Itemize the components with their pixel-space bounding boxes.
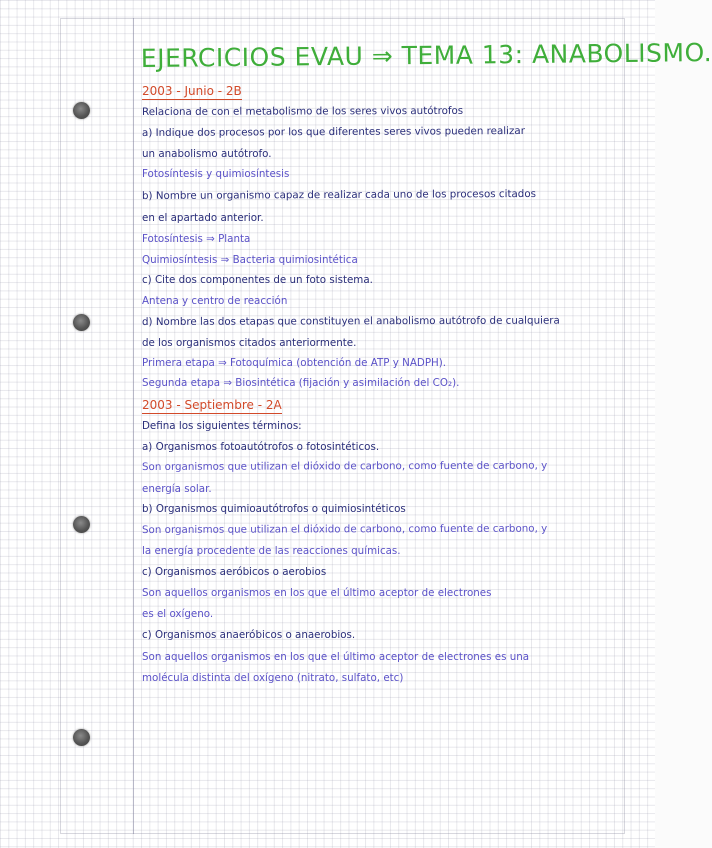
binder-hole	[73, 516, 90, 533]
margin-line	[133, 18, 134, 834]
text-line: Son organismos que utilizan el dióxido de carbono, como fuente de carbono, y	[141, 522, 548, 536]
text-line: energía solar.	[142, 483, 212, 495]
text-line: Segunda etapa ⇒ Biosintética (fijación y asimilación del CO₂).	[142, 377, 460, 389]
text-line: b) Organismos quimioautótrofos o quimiosintéticos	[142, 503, 406, 515]
text-line: Relaciona de con el metabolismo de los seres vivos autótrofos	[141, 104, 464, 118]
text-line: b) Nombre un organismo capaz de realizar cada uno de los procesos citados	[141, 187, 537, 202]
page-title: EJERCICIOS EVAU ⇒ TEMA 13: ANABOLISMO.	[140, 38, 712, 73]
text-line: a) Indique dos procesos por los que diferentes seres vivos pueden realizar	[141, 124, 525, 139]
text-line: Antena y centro de reacción	[142, 295, 288, 307]
text-line: Son aquellos organismos en los que el último aceptor de electrones es una	[142, 651, 530, 663]
text-line: es el oxígeno.	[142, 608, 214, 620]
text-line: c) Organismos aeróbicos o aerobios	[142, 566, 327, 578]
binder-hole	[73, 729, 90, 746]
text-line: c) Cite dos componentes de un foto sistema.	[142, 274, 373, 286]
text-line: un anabolismo autótrofo.	[142, 148, 272, 160]
section-heading: 2003 - Septiembre - 2A	[142, 398, 282, 412]
text-line: molécula distinta del oxígeno (nitrato, sulfato, etc)	[142, 672, 404, 684]
text-line: d) Nombre las dos etapas que constituyen el anabolismo autótrofo de cualquiera	[141, 314, 560, 328]
text-line: Son aquellos organismos en los que el último aceptor de electrones	[142, 587, 492, 599]
text-line: a) Organismos fotoautótrofos o fotosintéticos.	[142, 441, 380, 453]
text-line: en el apartado anterior.	[142, 212, 264, 224]
text-line: c) Organismos anaeróbicos o anaerobios.	[142, 629, 356, 641]
binder-hole	[73, 314, 90, 331]
section-heading: 2003 - Junio - 2B	[142, 84, 242, 98]
text-line: Son organismos que utilizan el dióxido de carbono, como fuente de carbono, y	[141, 459, 548, 473]
text-line: la energía procedente de las reacciones químicas.	[142, 545, 401, 557]
text-line: Primera etapa ⇒ Fotoquímica (obtención de ATP y NADPH).	[142, 357, 447, 369]
text-line: Fotosíntesis ⇒ Planta	[142, 233, 251, 245]
text-line: Fotosíntesis y quimiosíntesis	[142, 168, 290, 180]
text-line: de los organismos citados anteriormente.	[142, 337, 357, 349]
text-line: Defina los siguientes términos:	[142, 420, 302, 432]
text-line: Quimiosíntesis ⇒ Bacteria quimiosintética	[142, 254, 358, 266]
binder-hole	[73, 102, 90, 119]
